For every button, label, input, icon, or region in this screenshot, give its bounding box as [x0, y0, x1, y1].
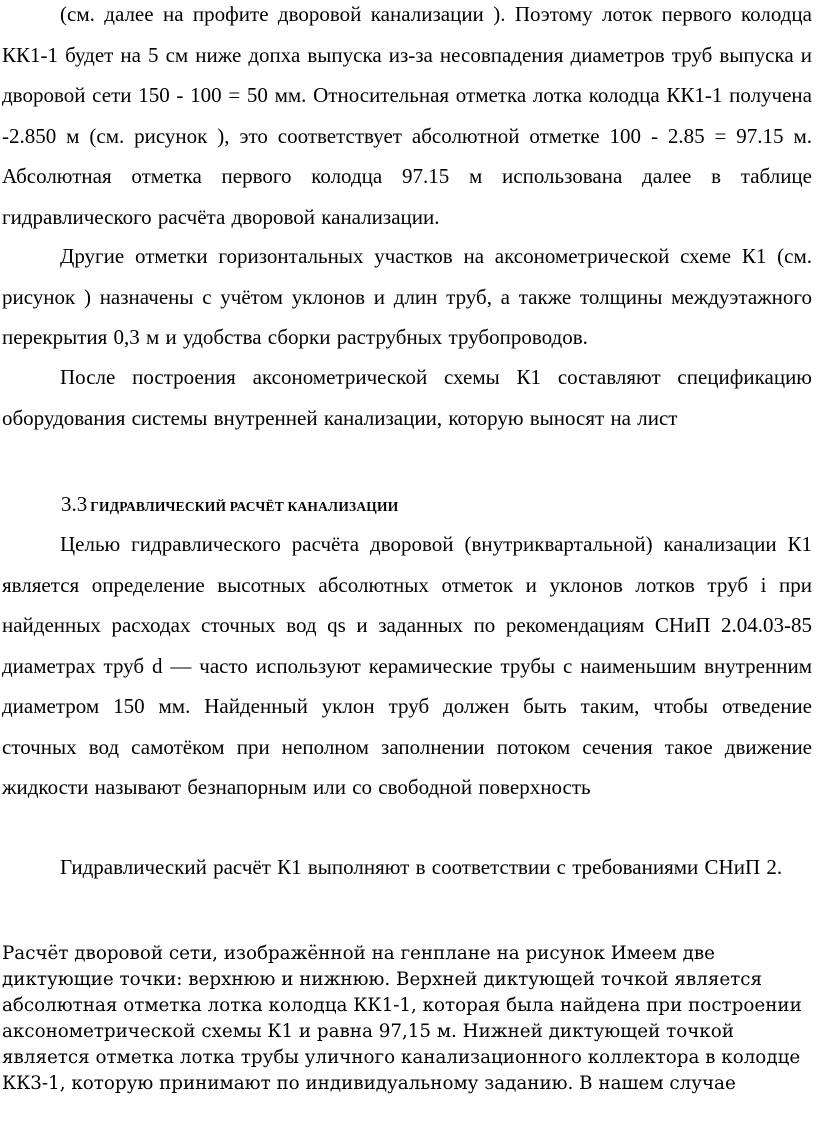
paragraph-snip-requirements: Гидравлический расчёт К1 выполняют в соответствии с требованиями СНиП 2. — [60, 855, 783, 879]
section-number: 3.3 — [61, 492, 88, 516]
paragraph-specification: После построения аксонометрической схемы К1 составляют спецификацию оборудования системы внутренней канализации, которую выносят на лист — [2, 365, 812, 430]
paragraph-calculation-goal: Целью гидравлического расчёта дворовой (внутриквартальной) канализации К1 является определение высотных абсолютных отметок и уклонов лотков труб i при найденных расходах сточных вод qs и заданных по рекомендациям СНиП 2.04.03-85 диаметрах труб d — часто используют керамические трубы с наименьшим внутренним диаметром 150 мм. Найденный уклон труб должен быть таким, чтобы отведение сточных вод самотёком при неполном заполнении потоком сечения такое движение жидкости называют безнапорным или со свободной поверхность — [2, 532, 812, 799]
section-title: ГИДРАВЛИЧЕСКИЙ РАСЧЁТ КАНАЛИЗАЦИИ — [90, 499, 399, 514]
paragraph-other-levels: Другие отметки горизонтальных участков на аксонометрической схеме К1 (см. рисунок ) назначены с учётом уклонов и длин труб, а также толщины междуэтажного перекрытия 0,3 м и удобства сборки раструбных трубопроводов. — [2, 244, 812, 349]
paragraph-outlet-level: (см. далее на профите дворовой канализации ). Поэтому лоток первого колодца КК1-1 будет на 5 см ниже допха выпуска из-за несовпадения диаметров труб выпуска и дворовой сети 150 - 100 = 50 мм. Относительная отметка лотка колодца КК1-1 получена -2.850 м (см. рисунок ), это соответствует абсолютной отметке 100 - 2.85 = 97.15 м. Абсолютная отметка первого колодца 97.15 м использована далее в таблице гидравлического расчёта дворовой канализации. — [2, 2, 812, 229]
paragraph-yard-network: Расчёт дворовой сети, изображённой на генплане на рисунок Имеем две диктующие точки: верхнюю и нижнюю. Верхней диктующей точкой является абсолютная отметка лотка колодца КК1-1, которая была найдена при построении аксонометрической схемы К1 и равна 97,15 м. Нижней диктующей точкой является отметка лотка трубы уличного канализационного коллектора в колодце КК3-1, которую принимают по индивидуальному заданию. В нашем случае — [2, 943, 802, 1095]
section-heading — [61, 489, 398, 522]
